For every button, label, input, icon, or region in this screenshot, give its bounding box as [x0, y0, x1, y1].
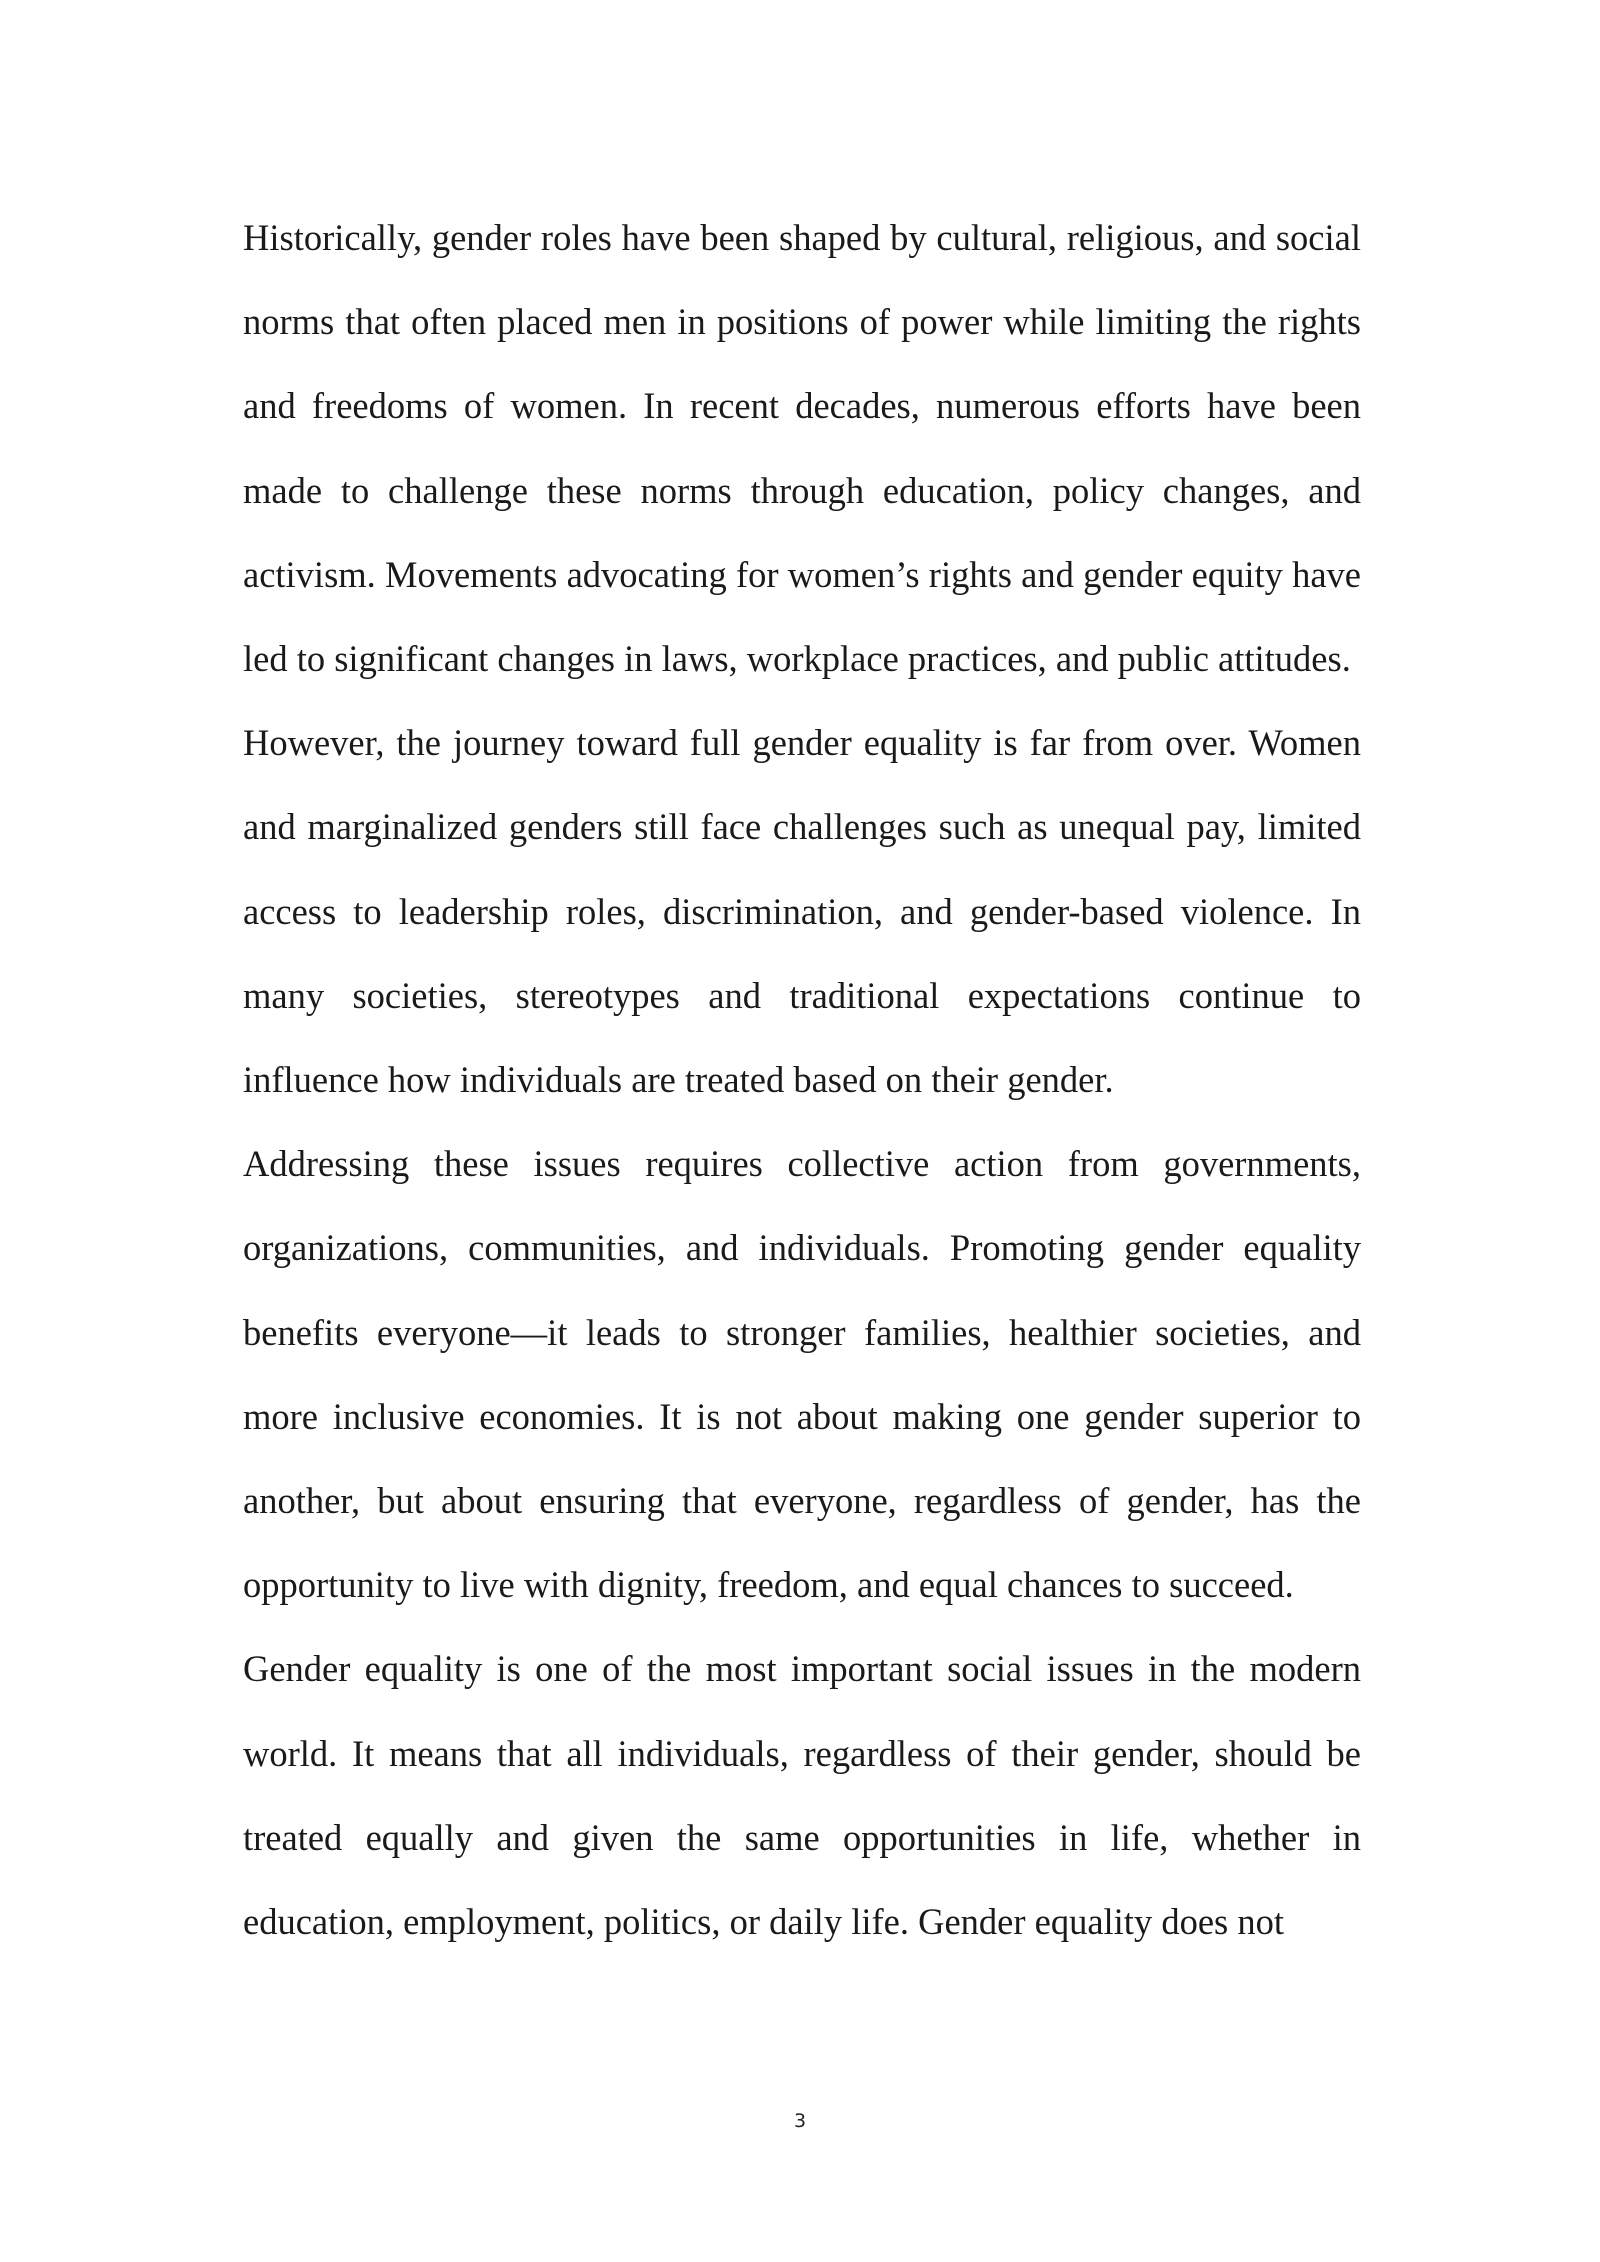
paragraph-4: Gender equality is one of the most important social issues in the modern world. It means that all individuals, regardless of their gender, should be treated equally and given the same opportunities in life, whether in education, employment, politics, or daily life. Gender equality does not: [243, 1648, 1361, 1943]
paragraph-3: Addressing these issues requires collective action from governments, organizations, communities, and individuals. Promoting gender equality benefits everyone—it leads to stronger families, healthier societies, and more inclusive economies. It is not about making one gender superior to another, but about ensuring that everyone, regardless of gender, has the opportunity to live with dignity, freedom, and equal chances to succeed.: [243, 1143, 1361, 1606]
document-body: [243, 196, 1361, 1964]
paragraph-1: Historically, gender roles have been shaped by cultural, religious, and social norms that often placed men in positions of power while limiting the rights and freedoms of women. In recent decades, numerous efforts have been made to challenge these norms through education, policy changes, and activism. Movements advocating for women’s rights and gender equity have led to significant changes in laws, workplace practices, and public attitudes.: [243, 217, 1361, 680]
paragraph-2: However, the journey toward full gender equality is far from over. Women and marginalized genders still face challenges such as unequal pay, limited access to leadership roles, discrimination, and gender-based violence. In many societies, stereotypes and traditional expectations continue to influence how individuals are treated based on their gender.: [243, 722, 1361, 1101]
page-number: 3: [793, 2110, 807, 2132]
